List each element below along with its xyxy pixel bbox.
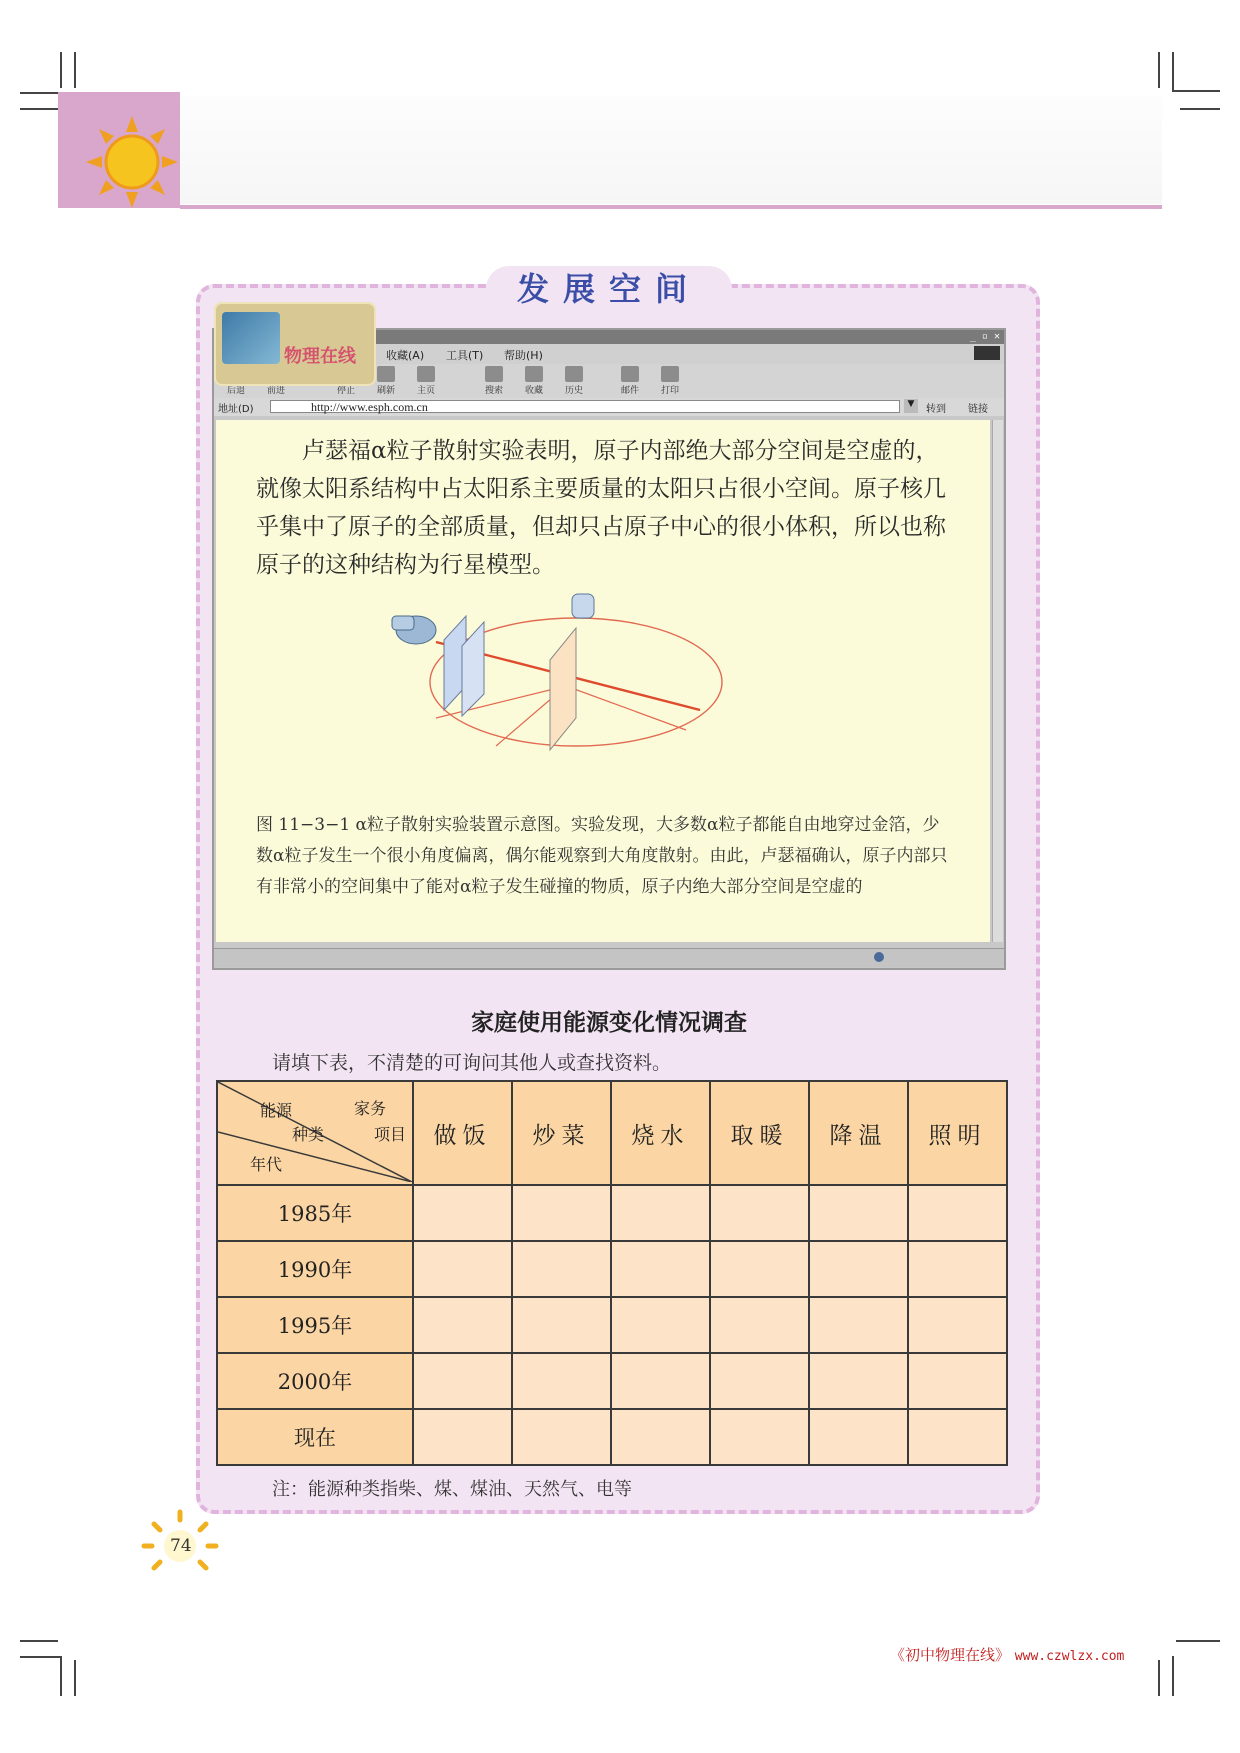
row-header: 1985年 <box>217 1185 413 1241</box>
table-row <box>217 1409 1007 1465</box>
blank-cell <box>611 1297 710 1353</box>
blank-cell <box>611 1409 710 1465</box>
crop-mark <box>60 52 62 88</box>
crop-mark <box>1172 1656 1174 1696</box>
blank-cell <box>413 1297 512 1353</box>
row-header: 现在 <box>217 1409 413 1465</box>
search-button[interactable] <box>476 366 512 396</box>
table-row <box>217 1241 1007 1297</box>
blank-cell <box>710 1185 809 1241</box>
home-icon <box>417 366 435 382</box>
windows-logo-icon <box>974 346 1000 360</box>
blank-cell <box>512 1353 611 1409</box>
corner-label-type: 种类 <box>292 1125 325 1144</box>
menu-item-tools[interactable]: 工具(T) <box>446 349 484 362</box>
column-header: 取暖 <box>710 1081 809 1185</box>
status-bar <box>214 948 1004 967</box>
favorites-label: 收藏 <box>524 386 543 396</box>
refresh-label: 刷新 <box>376 386 395 396</box>
header-rule <box>180 205 1162 209</box>
blank-cell <box>809 1409 908 1465</box>
pen-hand-icon <box>222 312 280 364</box>
footer-name: 《初中物理在线》 <box>890 1646 1011 1664</box>
blank-cell <box>413 1353 512 1409</box>
crop-mark <box>60 1656 62 1696</box>
table-header-row <box>217 1081 1007 1185</box>
print-button[interactable] <box>652 366 688 396</box>
favorites-icon <box>525 366 543 382</box>
refresh-icon <box>377 366 395 382</box>
crop-mark <box>74 52 76 88</box>
go-button[interactable]: 转到 <box>926 404 946 415</box>
crop-mark <box>1176 1640 1220 1642</box>
survey-note: 注：能源种类指柴、煤、煤油、天然气、电等 <box>272 1479 632 1500</box>
blank-cell <box>908 1185 1007 1241</box>
corner-label-housework: 家务 <box>354 1099 387 1118</box>
article-paragraph: 卢瑟福α粒子散射实验表明，原子内部绝大部分空间是空虚的，就像太阳系结构中占太阳系主要质量的太阳只占很小空间。原子核几乎集中了原子的全部质量，但却只占原子中心的很小体积，所以也称原子的这种结构为行星模型。 <box>256 438 946 578</box>
home-button[interactable] <box>408 366 444 396</box>
blank-cell <box>413 1241 512 1297</box>
mail-button[interactable] <box>612 366 648 396</box>
blank-cell <box>611 1241 710 1297</box>
scattering-apparatus-figure <box>376 590 736 760</box>
blank-cell <box>512 1241 611 1297</box>
home-label: 主页 <box>416 386 435 396</box>
vertical-scrollbar[interactable] <box>992 420 1003 942</box>
footer <box>890 1644 1124 1665</box>
browser-window <box>212 328 1006 970</box>
column-header: 照明 <box>908 1081 1007 1185</box>
stop-label: 停止 <box>336 386 355 396</box>
blank-cell <box>611 1353 710 1409</box>
links-button[interactable]: 链接 <box>968 404 988 415</box>
header-band <box>180 96 1162 204</box>
table-row <box>217 1297 1007 1353</box>
page-content <box>216 420 990 942</box>
crop-mark <box>1172 52 1174 90</box>
crop-mark <box>74 1660 76 1696</box>
history-label: 历史 <box>564 386 583 396</box>
column-header: 降温 <box>809 1081 908 1185</box>
survey-table <box>216 1080 1008 1466</box>
crop-mark <box>1180 108 1220 110</box>
address-bar <box>214 398 1004 416</box>
address-input[interactable]: http://www.esph.com.cn <box>270 400 900 413</box>
history-icon <box>565 366 583 382</box>
survey-instruction: 请填下表，不清楚的可询问其他人或查找资料。 <box>272 1052 672 1074</box>
blank-cell <box>908 1297 1007 1353</box>
forward-label: 前进 <box>266 386 285 396</box>
blank-cell <box>908 1353 1007 1409</box>
page-number: 74 <box>170 1536 192 1556</box>
blank-cell <box>413 1409 512 1465</box>
blank-cell <box>908 1409 1007 1465</box>
blank-cell <box>512 1185 611 1241</box>
footer-site[interactable]: www.czwlzx.com <box>1014 1649 1125 1664</box>
blank-cell <box>710 1297 809 1353</box>
blank-cell <box>809 1185 908 1241</box>
blank-cell <box>512 1297 611 1353</box>
print-icon <box>661 366 679 382</box>
window-controls[interactable]: _ ▫ ✕ <box>969 331 1000 342</box>
survey-title: 家庭使用能源变化情况调查 <box>471 1010 747 1036</box>
internet-zone-icon <box>874 952 884 962</box>
blank-cell <box>710 1241 809 1297</box>
row-header: 1990年 <box>217 1241 413 1297</box>
crop-mark <box>20 1656 62 1658</box>
blank-cell <box>809 1353 908 1409</box>
history-button[interactable] <box>556 366 592 396</box>
panel-title: 发展空间 <box>486 266 732 312</box>
corner-label-energy: 能源 <box>260 1101 293 1120</box>
blank-cell <box>413 1185 512 1241</box>
crop-mark <box>20 1640 58 1642</box>
address-label: 地址(D) <box>218 404 254 415</box>
table-row <box>217 1353 1007 1409</box>
blank-cell <box>710 1409 809 1465</box>
physics-online-badge <box>214 302 376 386</box>
back-label: 后退 <box>226 386 245 396</box>
search-icon <box>485 366 503 382</box>
mail-icon <box>621 366 639 382</box>
mail-label: 邮件 <box>620 386 639 396</box>
corner-label-year: 年代 <box>250 1155 283 1174</box>
crop-mark <box>1158 1660 1160 1696</box>
crop-mark <box>20 108 58 110</box>
blank-cell <box>809 1297 908 1353</box>
dropdown-arrow-icon[interactable]: ▼ <box>904 399 918 413</box>
table-row <box>217 1185 1007 1241</box>
badge-label: 物理在线 <box>284 346 356 367</box>
search-label: 搜索 <box>484 386 503 396</box>
figure-caption: 图 11−3−1 α粒子散射实验装置示意图。实验发现，大多数α粒子都能自由地穿过金箔，少数α粒子发生一个很小角度偏离，偶尔能观察到大角度散射。由此，卢瑟福确认，原子内部只有非常小的空间集中了能对α粒子发生碰撞的物质，原子内绝大部分空间是空虚的 <box>256 815 948 897</box>
table-corner-cell <box>217 1081 413 1185</box>
blank-cell <box>611 1185 710 1241</box>
blank-cell <box>809 1241 908 1297</box>
favorites-button[interactable] <box>516 366 552 396</box>
column-header: 炒菜 <box>512 1081 611 1185</box>
crop-mark <box>1172 90 1220 92</box>
crop-mark <box>1158 52 1160 88</box>
blank-cell <box>710 1353 809 1409</box>
menu-item-favorites[interactable]: 收藏(A) <box>386 349 425 362</box>
column-header: 做饭 <box>413 1081 512 1185</box>
blank-cell <box>908 1241 1007 1297</box>
menu-item-help[interactable]: 帮助(H) <box>504 349 543 362</box>
print-label: 打印 <box>660 386 679 396</box>
corner-label-item: 项目 <box>374 1125 407 1144</box>
blank-cell <box>512 1409 611 1465</box>
sun-icon <box>58 92 180 208</box>
column-header: 烧水 <box>611 1081 710 1185</box>
row-header: 1995年 <box>217 1297 413 1353</box>
header-block <box>58 92 180 208</box>
row-header: 2000年 <box>217 1353 413 1409</box>
